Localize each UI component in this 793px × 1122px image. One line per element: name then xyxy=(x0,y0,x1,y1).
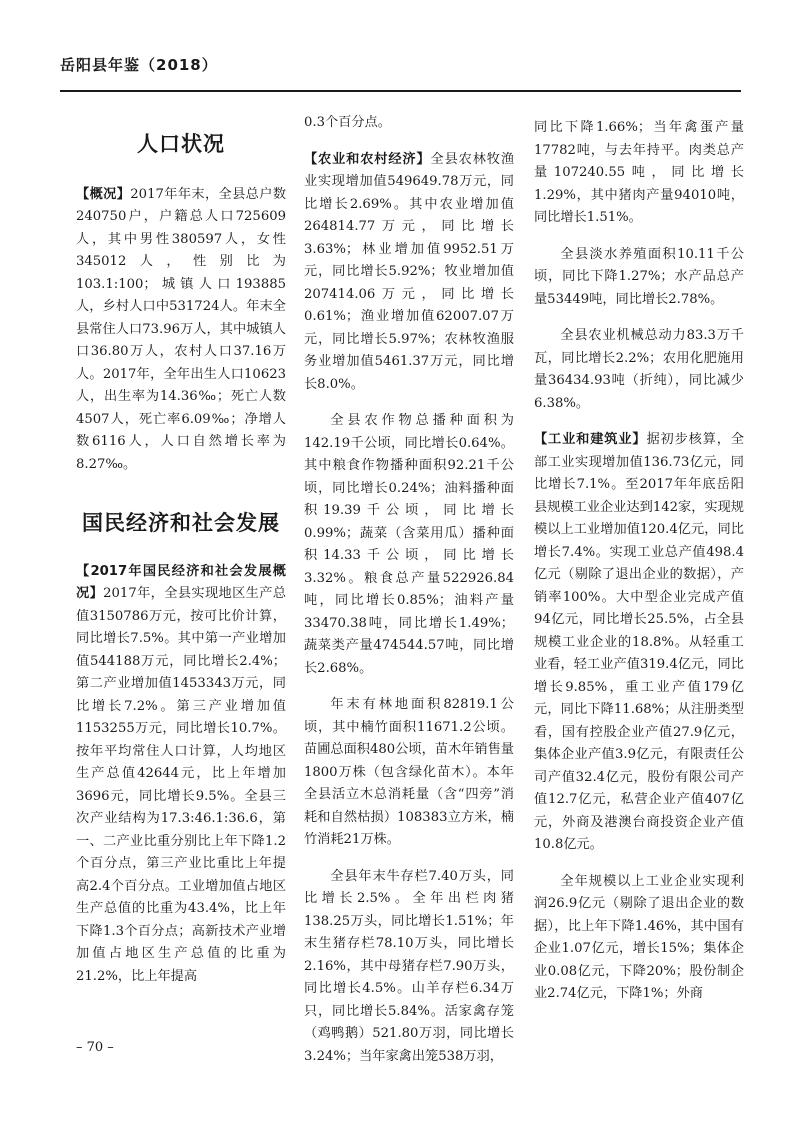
paragraph-aquaculture: 全县淡水养殖面积10.11千公顷，同比下降1.27%；水产品总产量53449吨，同比增长2.78%。 xyxy=(534,246,744,307)
header-rule xyxy=(60,90,741,92)
paragraph-agriculture: 【农业和农村经济】全县农林牧渔业实现增加值549649.78万元，同比增长2.69%。其中农业增加值264814.77万元，同比增长3.63%；林业增加值9952.51万元，同比增长5.92%；牧业增加值207414.06万元，同比增长0.61%；渔业增加值62007.07万元，同比增长5.97%；农林牧渔服务业增加值5461.37万元，同比增长8.0%。 xyxy=(304,151,515,392)
paragraph-forestry: 年末有林地面积82819.1公顷，其中楠竹面积11671.2公顷。苗圃总面积480公顷，苗木年销售量1800万株（包含绿化苗木）。本年全县活立木总消耗量（含“四旁”消耗和自然枯损）108383立方米，楠竹消耗21万株。 xyxy=(304,697,514,847)
paragraph-continuation: 0.3个百分点。 xyxy=(304,115,391,130)
paragraph-livestock: 全县年末牛存栏7.40万头，同比增长2.5%。全年出栏肉猪138.25万头，同比增长1.51%；年末生猪存栏78.10万头，同比增长2.16%，其中母猪存栏7.90万头，同比增长4.5%。山羊存栏6.34万只，同比增长5.84%。活家禽存笼（鸡鸭鹅）521.80万羽，同比增长3.24%；当年家禽出笼538万羽， xyxy=(304,868,514,1064)
keyword-economy-overview: 【2017年国民经济和社会发展概况】 xyxy=(76,563,286,601)
section-title-population: 人口状况 xyxy=(137,132,225,156)
paragraph-crops: 全县农作物总播种面积为142.19千公顷，同比增长0.64%。其中粮食作物播种面积92.21千公顷，同比增长0.24%；油料播种面积19.39千公顷，同比增长0.99%；蔬菜（含菜用瓜）播种面积14.33千公顷，同比增长3.32%。粮食总产量522926.84吨，同比增长0.85%；油料产量33470.38吨，同比增长1.49%；蔬菜类产量474544.57吨，同比增长2.68%。 xyxy=(304,413,514,676)
keyword-overview: 【概况】 xyxy=(76,186,131,202)
column-3 xyxy=(534,117,744,1020)
paragraph-profit: 全年规模以上工业企业实现利润26.9亿元（剔除了退出企业的数据），比上年下降1.46%，其中国有企业1.07亿元，增长15%；集体企业0.08亿元，下降20%；股份制企业2.74亿元，下降1%；外商 xyxy=(534,873,744,1001)
running-header: 岳阳县年鉴（2018） xyxy=(60,56,218,74)
paragraph-population-overview: 【概况】2017年年末，全县总户数240750户，户籍总人口725609人，其中男性380597人，女性345012人，性别比为103.1:100；城镇人口193885人，乡村人口中531724人。年末全县常住人口73.96万人，其中城镇人口36.80万人，农村人口37.16万人。2017年，全年出生人口10623人，出生率为14.36‰；死亡人数4507人，死亡率6.09‰；净增人数6116人，人口自然增长率为8.27‰。 xyxy=(76,186,287,472)
paragraph-economy-overview: 【2017年国民经济和社会发展概况】2017年，全县实现地区生产总值3150786万元，按可比价计算，同比增长7.5%。其中第一产业增加值544188万元，同比增长2.4%；第二产业增加值1453343万元，同比增长7.2%。第三产业增加值1153255万元，同比增长10.7%。按年平均常住人口计算，人均地区生产总值42644元，比上年增加3696元，同比增长9.5%。全县三次产业结构为17.3:46.1:36.6，第一、二产业比重分别比上年下降1.2个百分点，第三产业比重比上年提高2.4个百分点。工业增加值占地区生产总值的比重为43.4%，比上年下降1.3个百分点；高新技术产业增加值占地区生产总值的比重为21.2%，比上年提高 xyxy=(76,563,287,984)
keyword-agriculture: 【农业和农村经济】 xyxy=(304,151,431,167)
paragraph-machinery: 全县农业机械总动力83.3万千瓦，同比增长2.2%；农用化肥施用量36434.93吨（折纯），同比减少6.38%。 xyxy=(534,328,744,411)
column-1 xyxy=(76,133,286,1002)
page-number: – 70 – xyxy=(76,1040,114,1055)
column-2 xyxy=(304,112,514,1082)
section-title-economy: 国民经济和社会发展 xyxy=(82,511,280,535)
keyword-industry: 【工业和建筑业】 xyxy=(534,432,647,447)
paragraph-industry: 【工业和建筑业】据初步核算，全部工业实现增加值136.73亿元，同比增长7.1%。至2017年年底岳阳县规模工业企业达到142家，实现规模以上工业增加值120.4亿元，同比增长7.4%。实现工业总产值498.4亿元（剔除了退出企业的数据），产销率100%。大中型企业完成产值94亿元，同比增长25.5%，占全县规模工业企业的18.8%。从轻重工业看，轻工业产值319.4亿元，同比增长9.85%，重工业产值179亿元，同比下降11.68%；从注册类型看，国有控股企业产值27.9亿元，集体企业产值3.9亿元，有限责任公司产值32.4亿元，股份有限公司产值12.7亿元，私营企业产值407亿元，外商及港澳台商投资企业产值10.8亿元。 xyxy=(534,432,745,852)
paragraph-eggs-meat: 同比下降1.66%；当年禽蛋产量17782吨，与去年持平。肉类总产量107240.55吨，同比增长1.29%，其中猪肉产量94010吨，同比增长1.51%。 xyxy=(534,120,744,225)
